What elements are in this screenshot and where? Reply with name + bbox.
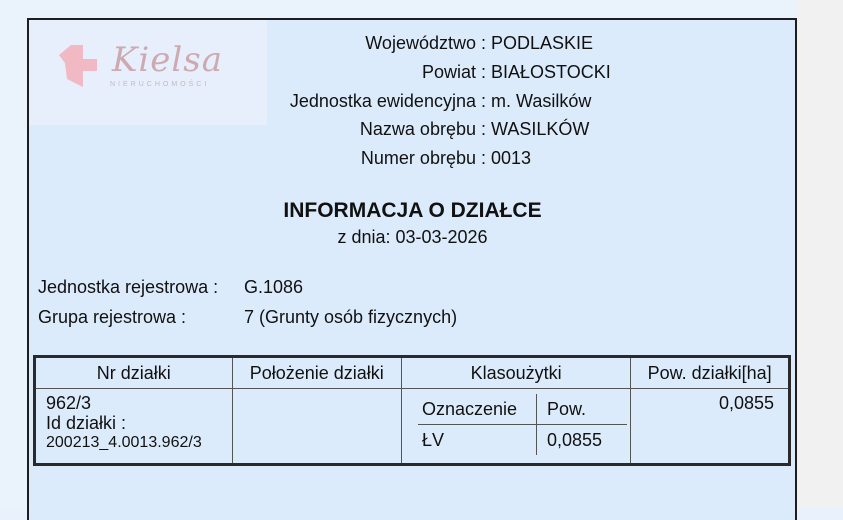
header-value-precinct-name: WASILKÓW	[491, 119, 590, 139]
land-use-row	[418, 425, 627, 456]
logo-subtext: NIERUCHOMOŚCI	[110, 81, 210, 88]
logo-text: Kielsa	[112, 40, 223, 80]
registry-unit-label: Jednostka rejestrowa :	[38, 277, 219, 297]
table-header-row	[35, 357, 790, 389]
registry-group-value: 7 (Grunty osób fizycznych)	[244, 307, 458, 327]
land-use-header-code: Oznaczenie	[418, 394, 537, 425]
cell-parcel-area: 0,0855	[631, 389, 790, 465]
parcel-number: 962/3	[46, 393, 92, 413]
parcel-id-label: Id działki :	[46, 413, 127, 433]
registry-group-label: Grupa rejestrowa :	[38, 307, 187, 327]
header-label-unit: Jednostka ewidencyjna :	[289, 91, 486, 111]
table-row	[35, 389, 790, 465]
header-label-precinct-name: Nazwa obrębu :	[359, 119, 486, 139]
parcel-table	[33, 355, 791, 466]
cell-land-use	[402, 389, 631, 465]
col-header-location: Położenie działki	[232, 357, 402, 389]
col-header-area: Pow. działki[ha]	[631, 357, 790, 389]
header-label-county: Powiat :	[421, 62, 486, 82]
header-label-voivodeship: Województwo :	[365, 33, 486, 53]
land-use-area: 0,0855	[537, 425, 628, 456]
header-value-precinct-number: 0013	[491, 148, 532, 168]
col-header-parcel-number: Nr działki	[35, 357, 233, 389]
land-use-code: ŁV	[422, 429, 445, 450]
right-margin-panel	[797, 0, 843, 507]
land-use-table	[418, 394, 627, 455]
document-title: INFORMACJA O DZIAŁCE	[283, 199, 542, 222]
header-label-precinct-number: Numer obrębu :	[360, 148, 486, 168]
document-date: z dnia: 03-03-2026	[337, 227, 488, 247]
header-value-unit: m. Wasilków	[491, 91, 592, 111]
registry-unit-value: G.1086	[244, 277, 304, 297]
col-header-land-use: Klasoużytki	[402, 357, 631, 389]
cell-location	[232, 389, 402, 465]
parcel-id-value: 200213_4.0013.962/3	[46, 434, 202, 451]
header-value-county: BIAŁOSTOCKI	[491, 62, 611, 82]
header-value-voivodeship: PODLASKIE	[491, 33, 594, 53]
land-use-header-row	[418, 394, 627, 425]
cell-parcel-number	[35, 389, 233, 465]
land-use-header-area: Pow.	[537, 394, 628, 425]
